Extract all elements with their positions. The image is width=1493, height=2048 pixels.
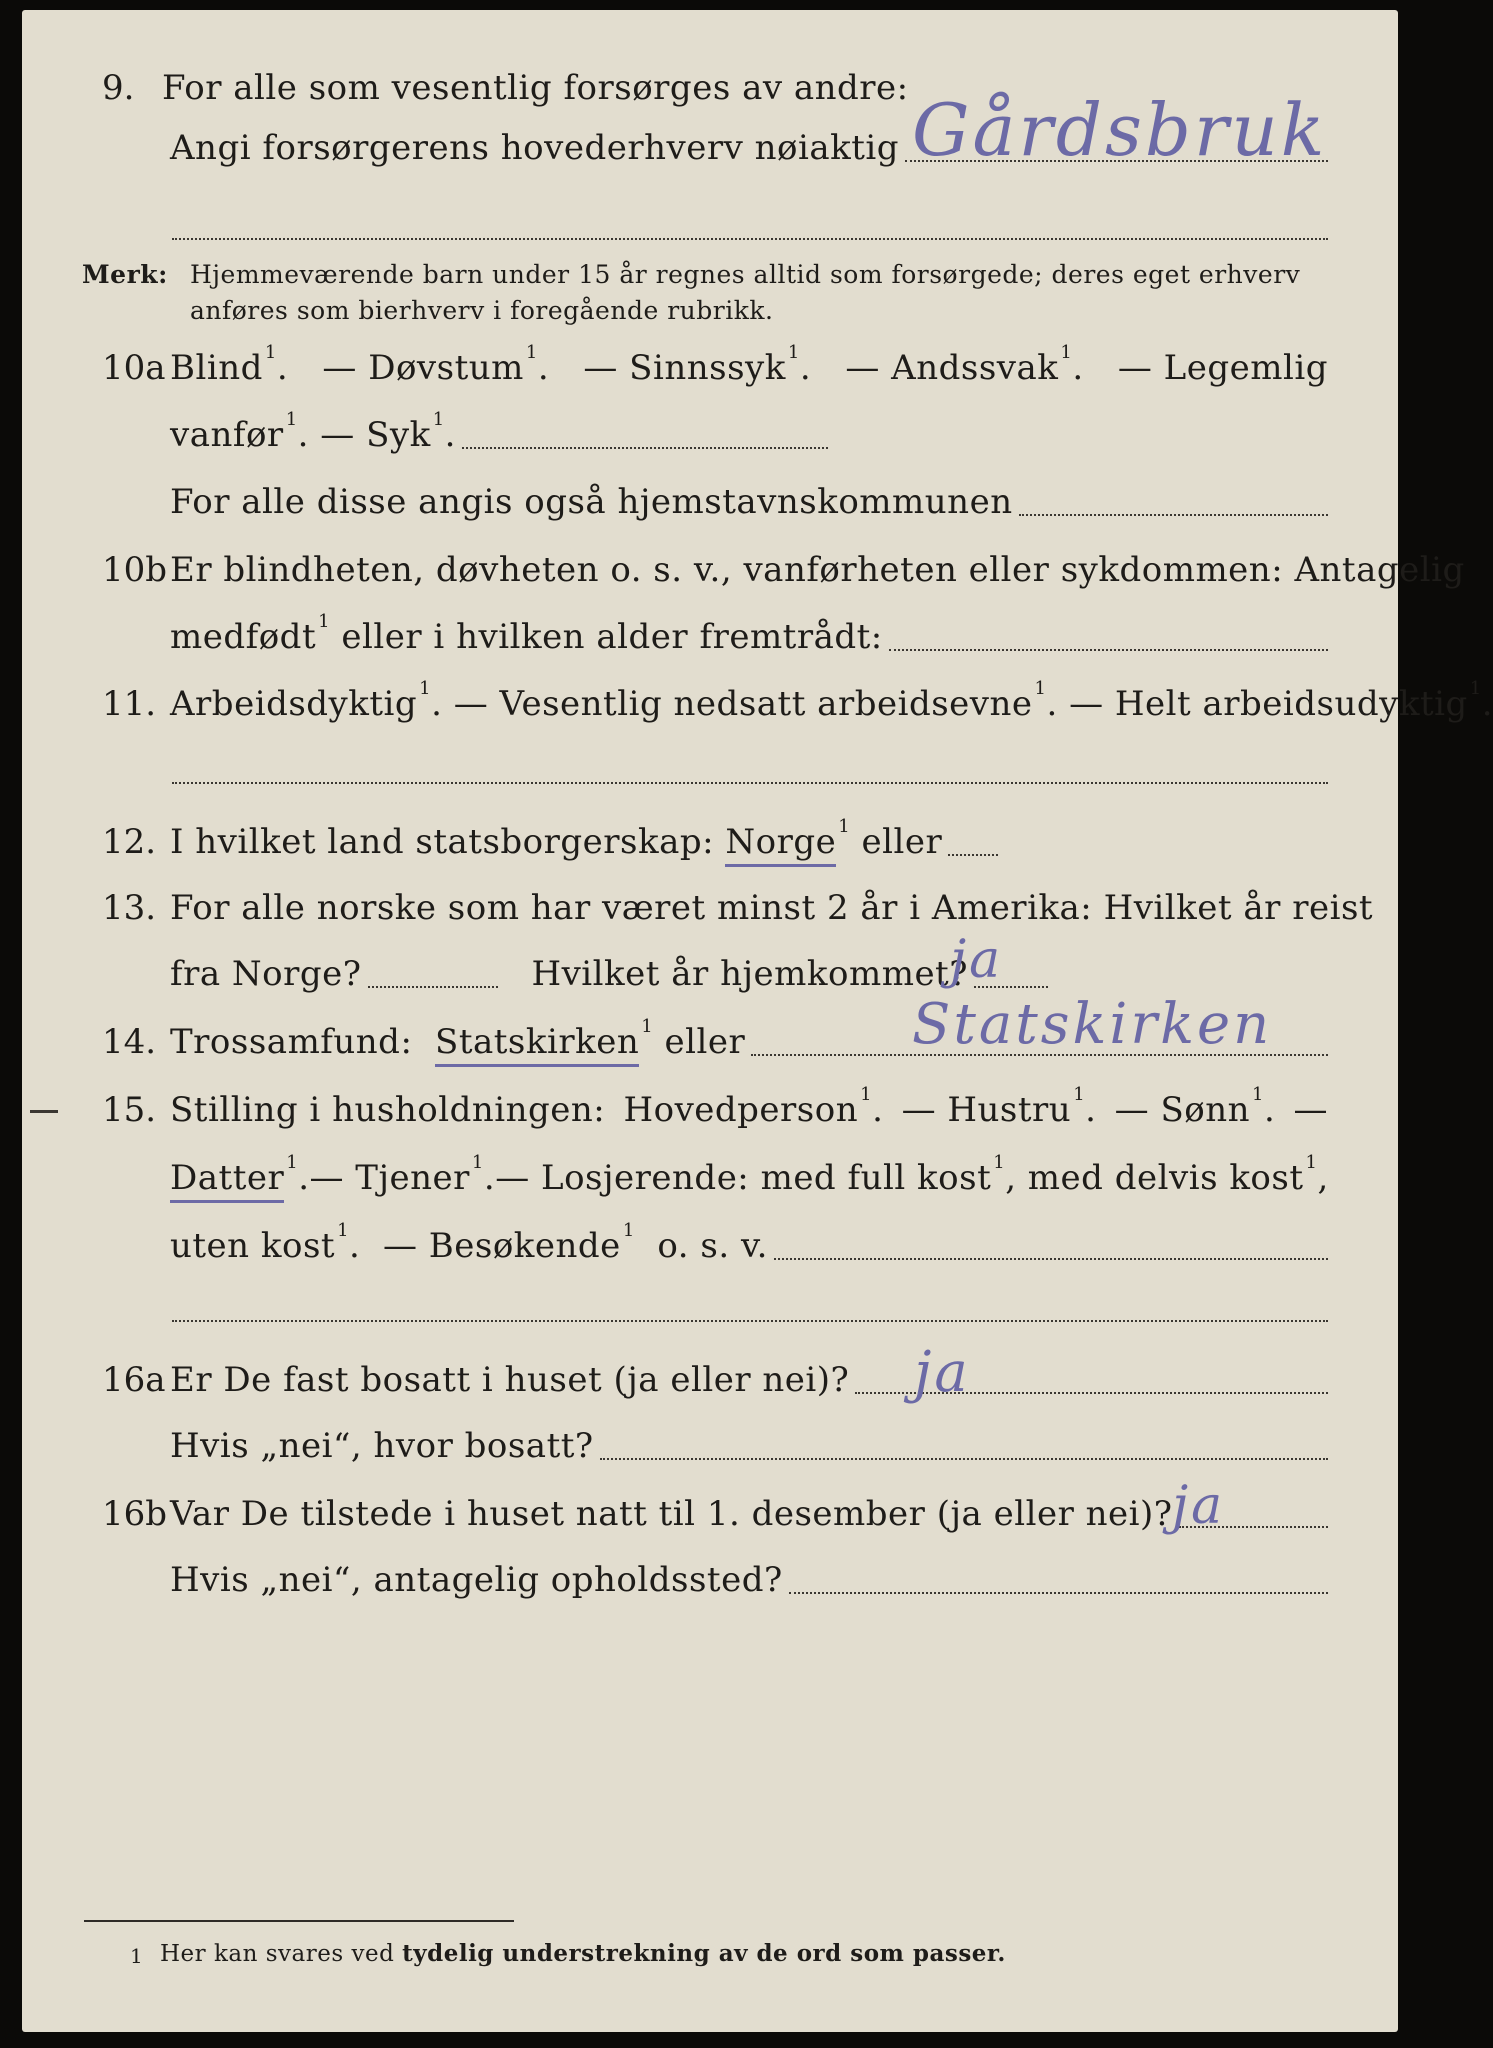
q12-eller: eller bbox=[861, 822, 943, 862]
q15-number: 15. bbox=[102, 1090, 157, 1130]
option-uten-kost[interactable]: uten kost $^1$. bbox=[170, 1220, 383, 1266]
q16b-handwritten-answer: ja bbox=[1172, 1476, 1226, 1536]
option-syk[interactable]: — Syk $^1$. bbox=[320, 409, 456, 455]
q16b-question: Var De tilstede i huset natt til 1. desember (ja eller nei)? bbox=[170, 1494, 1173, 1534]
q16b-number: 16b bbox=[102, 1494, 168, 1534]
margin-tick-mark bbox=[30, 1110, 58, 1113]
census-form-page bbox=[22, 10, 1493, 2032]
q16a-handwritten-answer: ja bbox=[914, 1340, 971, 1405]
q11-continuation-line[interactable] bbox=[172, 782, 1328, 784]
q16b-followup: Hvis „nei“, antagelig opholdssted? bbox=[170, 1560, 783, 1600]
q15-line3 bbox=[170, 1220, 1328, 1266]
q10a-line3 bbox=[170, 482, 1328, 522]
q16a-bosatt-field[interactable] bbox=[600, 1458, 1328, 1460]
footnote-text: Her kan svares ved tydelig understrekning av de ord som passer. bbox=[160, 1940, 1006, 1967]
q13-number: 13. bbox=[102, 888, 157, 928]
q10a-number: 10a bbox=[102, 348, 166, 388]
q10a-line2 bbox=[170, 409, 828, 455]
q16a-line2 bbox=[170, 1426, 1328, 1466]
q14-number: 14. bbox=[102, 1022, 157, 1062]
footnote-mark: 1 bbox=[130, 1944, 144, 1968]
option-udyktig[interactable]: . — Helt arbeidsudyktig $^1$. bbox=[1046, 678, 1493, 724]
option-hustru[interactable]: — Hustru $^1$. bbox=[901, 1084, 1097, 1130]
q13-reist-field[interactable] bbox=[368, 986, 498, 988]
q10b-alder-text: eller i hvilken alder fremtrådt: bbox=[341, 617, 883, 657]
option-full-kost[interactable]: — Losjerende: med full kost $^1$ bbox=[495, 1152, 1006, 1198]
option-besokende[interactable]: — Besøkende $^1$ bbox=[382, 1220, 635, 1266]
option-sonn[interactable]: — Sønn $^1$. bbox=[1114, 1084, 1276, 1130]
option-norge[interactable]: Norge $^1$ bbox=[725, 822, 861, 862]
q15-line2 bbox=[170, 1152, 1329, 1198]
q12-line1 bbox=[170, 816, 998, 862]
q9-number: 9. bbox=[102, 68, 135, 108]
q9-handwritten-answer: Gårdsbruk bbox=[912, 88, 1328, 172]
q15-other-field[interactable] bbox=[774, 1258, 1328, 1260]
footnote-rule bbox=[84, 1920, 514, 1922]
q15-continuation-line[interactable] bbox=[172, 1320, 1328, 1322]
q13-line2 bbox=[170, 954, 1048, 994]
q11-number: 11. bbox=[102, 684, 157, 724]
q16b-line2 bbox=[170, 1560, 1328, 1600]
q15-line1 bbox=[170, 1084, 1328, 1130]
q10b-alder-field[interactable] bbox=[889, 649, 1328, 651]
q16a-number: 16a bbox=[102, 1360, 166, 1400]
option-arbeidsdyktig[interactable]: Arbeidsdyktig $^1$ bbox=[170, 678, 432, 724]
option-sinnssyk[interactable]: — Sinnssyk $^1$. bbox=[583, 342, 812, 388]
option-delvis-kost[interactable]: , med delvis kost $^1$, bbox=[1005, 1152, 1329, 1198]
option-dovstum[interactable]: — Døvstum $^1$. bbox=[322, 342, 550, 388]
option-datter[interactable]: Datter $^1$. bbox=[170, 1158, 310, 1198]
q16b-line1 bbox=[170, 1494, 1328, 1534]
q10a-line1 bbox=[170, 342, 1328, 388]
option-medfodt[interactable]: medfødt $^1$ bbox=[170, 611, 331, 657]
q13-reist-label: fra Norge? bbox=[170, 954, 362, 994]
q13-question: For alle norske som har været minst 2 år i Amerika: Hvilket år reist bbox=[170, 888, 1374, 928]
q9-question: For alle som vesentlig forsørges av andre: bbox=[162, 68, 909, 108]
merk-line1: Hjemmeværende barn under 15 år regnes alltid som forsørgede; deres eget erhverv bbox=[190, 260, 1301, 289]
q12-other-field[interactable] bbox=[948, 854, 998, 856]
q10b-line1 bbox=[170, 550, 1465, 590]
q13-hjemkommet-label: Hvilket år hjemkommet? bbox=[531, 954, 968, 994]
q10a-hjemstavn-text: For alle disse angis også hjemstavnskommunen bbox=[170, 482, 1013, 522]
q10b-question: Er blindheten, døvheten o. s. v., vanførheten eller sykdommen: Antagelig bbox=[170, 550, 1465, 590]
q14-handwritten-answer: Statskirken bbox=[912, 992, 1273, 1057]
q11-line1 bbox=[170, 678, 1493, 724]
option-vanfor[interactable]: vanfør $^1$. bbox=[170, 409, 321, 455]
q9-instruction: Angi forsørgerens hovederhverv nøiaktig bbox=[170, 128, 900, 168]
footnote-bold: tydelig understrekning av de ord som passer. bbox=[402, 1940, 1006, 1967]
q13-line1 bbox=[170, 888, 1374, 928]
option-blind[interactable]: Blind $^1$. bbox=[170, 342, 289, 388]
q15-dash: — bbox=[1293, 1090, 1328, 1130]
option-andssvak[interactable]: — Andssvak $^1$. bbox=[845, 342, 1084, 388]
q16a-question: Er De fast bosatt i huset (ja eller nei)? bbox=[170, 1360, 850, 1400]
q13-handwritten-answer: ja bbox=[950, 930, 1004, 990]
q14-label: Trossamfund: bbox=[170, 1022, 413, 1062]
option-tjener[interactable]: — Tjener $^1$. bbox=[309, 1152, 496, 1198]
q10a-hjemstavn-field[interactable] bbox=[1019, 514, 1328, 516]
option-hovedperson[interactable]: Hovedperson $^1$. bbox=[623, 1084, 884, 1130]
q12-question: I hvilket land statsborgerskap: bbox=[170, 822, 715, 862]
merk-line2: anføres som bierhverv i foregående rubrikk. bbox=[190, 296, 774, 325]
q9-continuation-line[interactable] bbox=[172, 238, 1328, 240]
merk-label: Merk: bbox=[82, 260, 168, 289]
q10b-line2 bbox=[170, 611, 1328, 657]
option-nedsatt[interactable]: . — Vesentlig nedsatt arbeidsevne $^1$ bbox=[431, 678, 1047, 724]
q10b-number: 10b bbox=[102, 550, 168, 590]
q16a-line1 bbox=[170, 1360, 1328, 1400]
q16a-followup: Hvis „nei“, hvor bosatt? bbox=[170, 1426, 594, 1466]
option-statskirken[interactable]: Statskirken $^1$ bbox=[435, 1022, 664, 1062]
q16b-opholdssted-field[interactable] bbox=[789, 1592, 1328, 1594]
q12-number: 12. bbox=[102, 822, 157, 862]
q15-osv: o. s. v. bbox=[657, 1226, 768, 1266]
q10a-syk-field[interactable] bbox=[462, 447, 828, 449]
option-legemlig[interactable]: — Legemlig bbox=[1117, 348, 1328, 388]
q15-label: Stilling i husholdningen: bbox=[170, 1090, 606, 1130]
q14-eller: eller bbox=[664, 1022, 746, 1062]
